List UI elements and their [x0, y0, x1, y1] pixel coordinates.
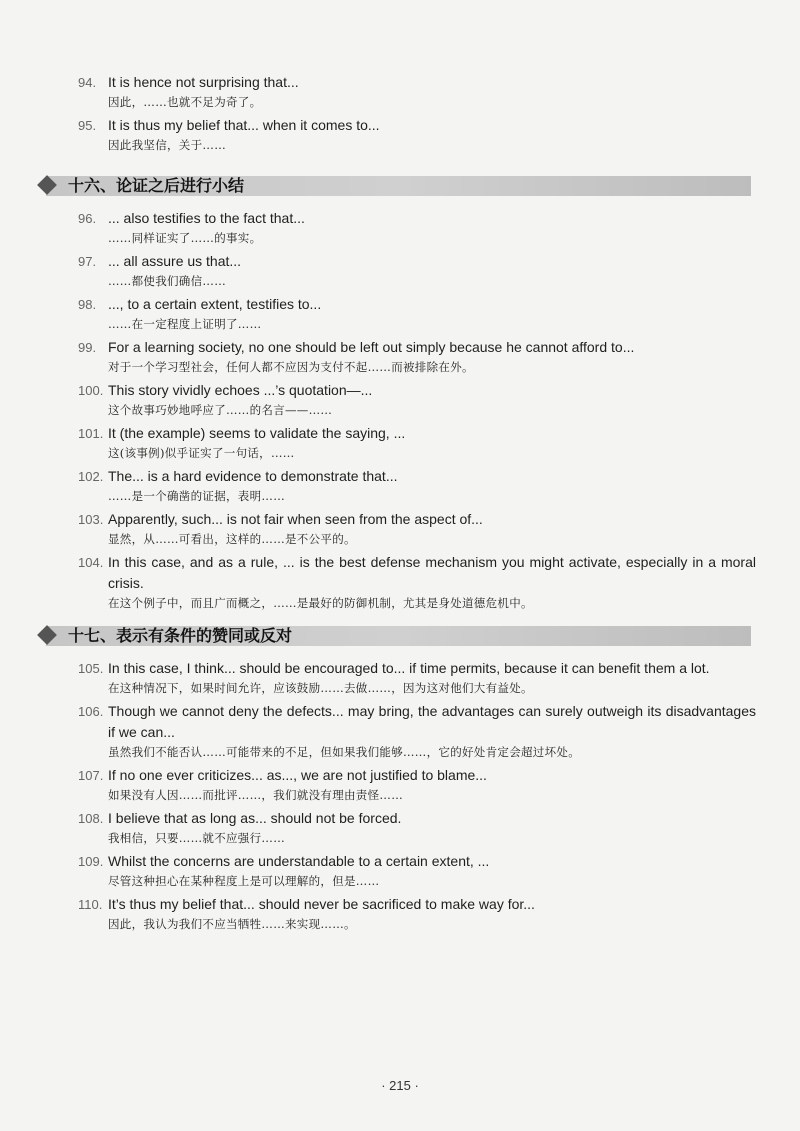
- list-item: [0, 509, 800, 548]
- item-number: 99.: [78, 340, 97, 355]
- chinese-translation: 我相信，只要……就不应强行……: [108, 831, 285, 845]
- chinese-translation: 这个故事巧妙地呼应了……的名言——……: [108, 403, 333, 417]
- chinese-translation: 在这个例子中，而且广而概之，……是最好的防御机制，尤其是身处道德危机中。: [108, 596, 533, 610]
- english-phrase: I believe that as long as... should not be forced.: [108, 810, 402, 826]
- english-phrase: In this case, and as a rule, ... is the best defense mechanism you might activate, especially in a moral crisis.: [108, 554, 756, 591]
- item-number: 109.: [78, 854, 104, 869]
- chinese-translation: 在这种情况下，如果时间允许，应该鼓励……去做……，因为这对他们大有益处。: [108, 681, 533, 695]
- item-number: 102.: [78, 469, 104, 484]
- list-item: [0, 208, 800, 247]
- chinese-translation: ……都使我们确信……: [108, 274, 226, 288]
- english-phrase: It (the example) seems to validate the saying, ...: [108, 425, 406, 441]
- list-item: [0, 380, 800, 419]
- section-heading-16: [36, 174, 751, 198]
- chinese-translation: 尽管这种担心在某种程度上是可以理解的，但是……: [108, 874, 380, 888]
- list-item: [0, 115, 800, 154]
- list-item: [0, 658, 800, 697]
- english-phrase: ..., to a certain extent, testifies to...: [108, 296, 322, 312]
- english-phrase: It’s thus my belief that... should never be sacrificed to make way for...: [108, 896, 535, 912]
- chinese-translation: 因此，我认为我们不应当牺牲……来实现……。: [108, 917, 356, 931]
- chinese-translation: 因此我坚信，关于……: [108, 138, 226, 152]
- english-phrase: Apparently, such... is not fair when seen from the aspect of...: [108, 511, 483, 527]
- item-number: 107.: [78, 768, 104, 783]
- chinese-translation: ……是一个确凿的证据，表明……: [108, 489, 285, 503]
- item-number: 103.: [78, 512, 104, 527]
- chinese-translation: ……在一定程度上证明了……: [108, 317, 262, 331]
- item-number: 94.: [78, 75, 97, 90]
- chinese-translation: 对于一个学习型社会，任何人都不应因为支付不起……而被排除在外。: [108, 360, 474, 374]
- section-16-entries: [0, 208, 800, 616]
- item-number: 100.: [78, 383, 104, 398]
- item-number: 108.: [78, 811, 104, 826]
- list-item: [0, 337, 800, 376]
- english-phrase: In this case, I think... should be encouraged to... if time permits, because it can benefit them a lot.: [108, 660, 710, 676]
- section-title: 十六、论证之后进行小结: [68, 176, 245, 195]
- item-number: 97.: [78, 254, 97, 269]
- item-number: 110.: [78, 897, 103, 912]
- list-item: [0, 72, 800, 111]
- chinese-translation: 因此，……也就不足为奇了。: [108, 95, 262, 109]
- english-phrase: For a learning society, no one should be left out simply because he cannot afford to...: [108, 339, 635, 355]
- top-entries: [0, 72, 800, 158]
- english-phrase: ... all assure us that...: [108, 253, 242, 269]
- english-phrase: ... also testifies to the fact that...: [108, 210, 305, 226]
- list-item: [0, 808, 800, 847]
- list-item: [0, 251, 800, 290]
- item-number: 96.: [78, 211, 97, 226]
- item-number: 104.: [78, 555, 104, 570]
- chinese-translation: 显然，从……可看出，这样的……是不公平的。: [108, 532, 356, 546]
- list-item: [0, 294, 800, 333]
- list-item: [0, 552, 800, 612]
- item-number: 95.: [78, 118, 97, 133]
- item-number: 101.: [78, 426, 104, 441]
- list-item: [0, 851, 800, 890]
- english-phrase: It is thus my belief that... when it comes to...: [108, 117, 380, 133]
- list-item: [0, 894, 800, 933]
- section-title: 十七、表示有条件的赞同或反对: [68, 626, 293, 645]
- chinese-translation: ……同样证实了……的事实。: [108, 231, 262, 245]
- item-number: 105.: [78, 661, 104, 676]
- english-phrase: It is hence not surprising that...: [108, 74, 299, 90]
- chinese-translation: 这(该事例)似乎证实了一句话，……: [108, 446, 295, 460]
- section-heading-17: [36, 624, 751, 648]
- item-number: 106.: [78, 704, 104, 719]
- english-phrase: The... is a hard evidence to demonstrate that...: [108, 468, 398, 484]
- english-phrase: If no one ever criticizes... as..., we are not justified to blame...: [108, 767, 487, 783]
- list-item: [0, 701, 800, 761]
- english-phrase: Though we cannot deny the defects... may bring, the advantages can surely outweigh its disadvantages if we can...: [108, 703, 756, 740]
- english-phrase: This story vividly echoes ...’s quotation—...: [108, 382, 373, 398]
- list-item: [0, 765, 800, 804]
- chinese-translation: 虽然我们不能否认……可能带来的不足，但如果我们能够……，它的好处肯定会超过坏处。: [108, 745, 580, 759]
- english-phrase: Whilst the concerns are understandable to a certain extent, ...: [108, 853, 490, 869]
- chinese-translation: 如果没有人因……而批评……，我们就没有理由责怪……: [108, 788, 403, 802]
- list-item: [0, 466, 800, 505]
- list-item: [0, 423, 800, 462]
- section-17-entries: [0, 658, 800, 937]
- item-number: 98.: [78, 297, 97, 312]
- page-number: · 215 ·: [381, 1078, 419, 1093]
